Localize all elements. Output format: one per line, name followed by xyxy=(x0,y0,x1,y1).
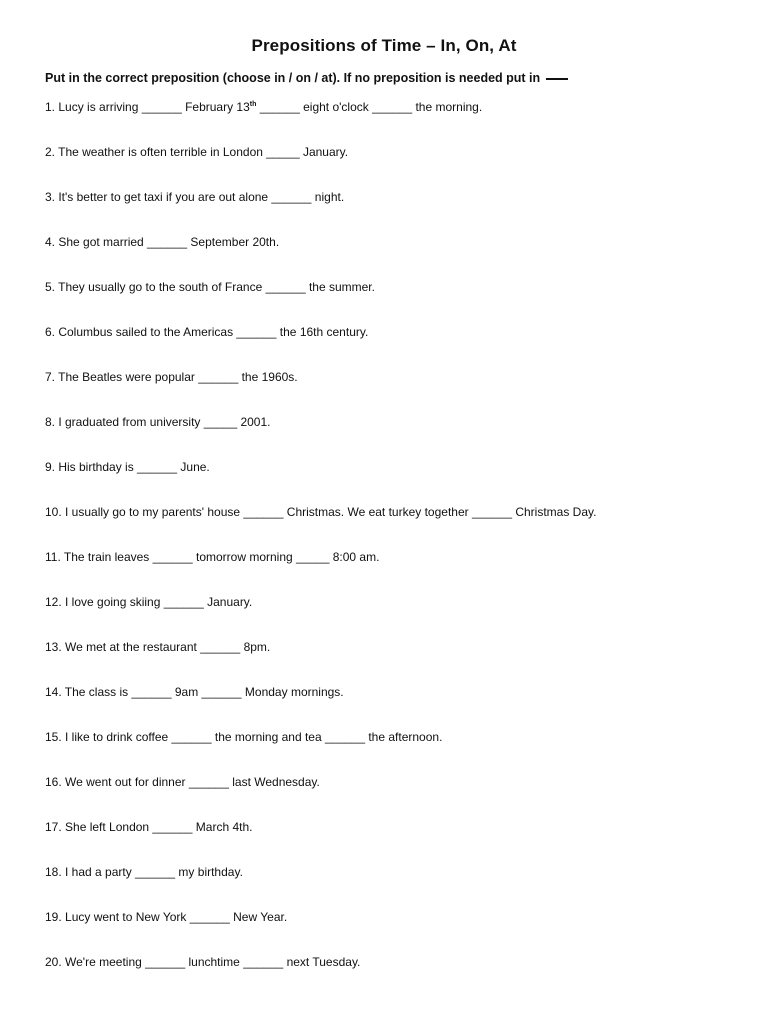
instruction-text: Put in the correct preposition (choose in / on / at). If no preposition is needed put in xyxy=(45,71,541,85)
question-4: 4. She got married ______ September 20th. xyxy=(45,235,280,249)
question-1 xyxy=(45,99,745,144)
question-1-text-start: 1. Lucy is arriving ______ February 13 xyxy=(45,100,250,114)
blank-dash-symbol xyxy=(546,78,568,80)
question-15: 15. I like to drink coffee ______ the morning and tea ______ the afternoon. xyxy=(45,730,443,744)
question-20: 20. We're meeting ______ lunchtime ______ next Tuesday. xyxy=(45,955,361,969)
question-1-text-end: ______ eight o'clock ______ the morning. xyxy=(256,100,483,114)
question-11: 11. The train leaves ______ tomorrow morning _____ 8:00 am. xyxy=(45,550,380,564)
question-14: 14. The class is ______ 9am ______ Monday mornings. xyxy=(45,685,344,699)
question-18: 18. I had a party ______ my birthday. xyxy=(45,865,243,879)
question-8: 8. I graduated from university _____ 2001. xyxy=(45,415,271,429)
question-19: 19. Lucy went to New York ______ New Year. xyxy=(45,910,288,924)
question-2: 2. The weather is often terrible in London _____ January. xyxy=(45,145,349,159)
question-9: 9. His birthday is ______ June. xyxy=(45,460,210,474)
worksheet-title: Prepositions of Time – In, On, At xyxy=(251,36,517,55)
question-13: 13. We met at the restaurant ______ 8pm. xyxy=(45,640,271,654)
question-17: 17. She left London ______ March 4th. xyxy=(45,820,253,834)
question-5: 5. They usually go to the south of France ______ the summer. xyxy=(45,280,375,294)
question-3: 3. It's better to get taxi if you are out alone ______ night. xyxy=(45,190,345,204)
question-7: 7. The Beatles were popular ______ the 1960s. xyxy=(45,370,298,384)
question-12: 12. I love going skiing ______ January. xyxy=(45,595,253,609)
question-6: 6. Columbus sailed to the Americas ______ the 16th century. xyxy=(45,325,369,339)
question-list xyxy=(45,99,745,999)
instruction-line xyxy=(45,71,735,85)
question-10: 10. I usually go to my parents' house ______ Christmas. We eat turkey together ______ Christmas Day. xyxy=(45,505,597,519)
question-16: 16. We went out for dinner ______ last Wednesday. xyxy=(45,775,320,789)
ordinal-suffix: th xyxy=(249,101,257,108)
